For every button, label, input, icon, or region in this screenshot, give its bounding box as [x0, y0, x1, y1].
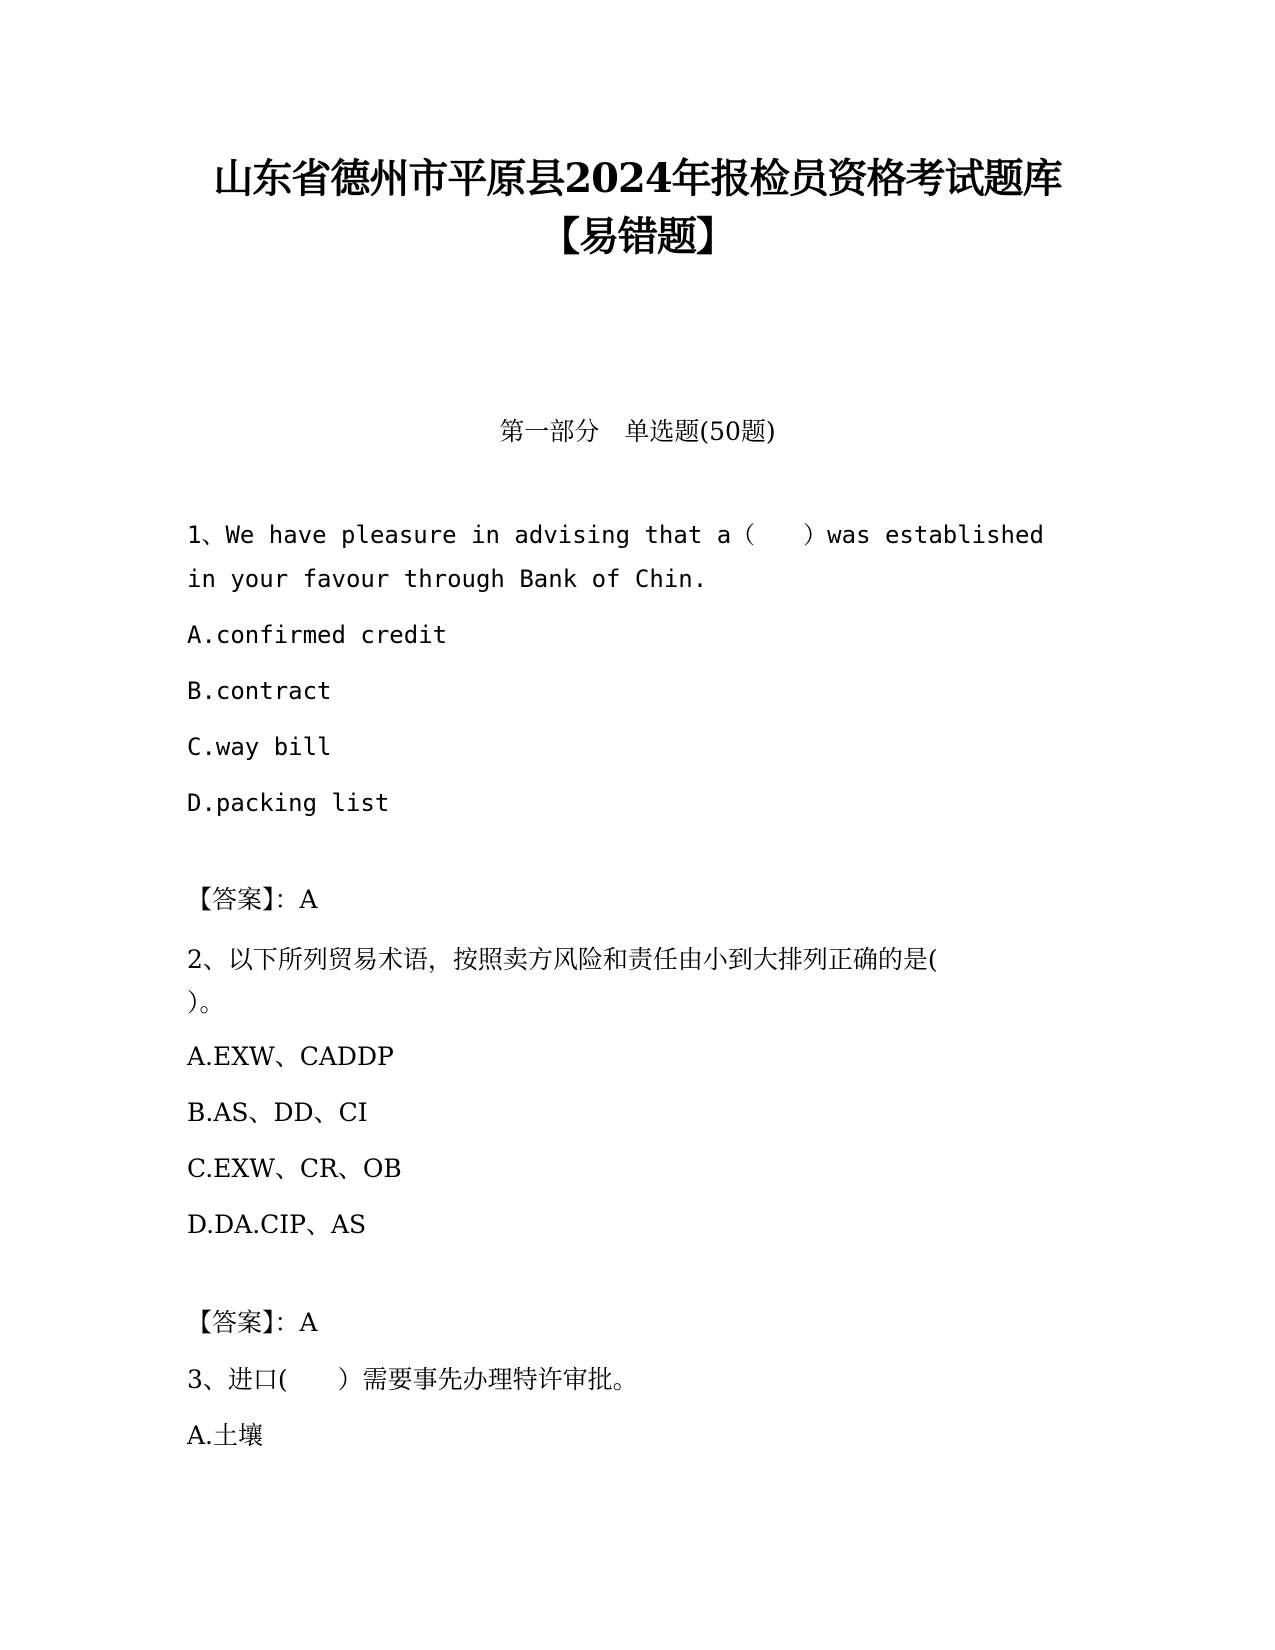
question-2-option-d: D.DA.CIP、AS	[187, 1210, 367, 1239]
question-2-answer: 【答案】：A	[187, 1308, 318, 1337]
question-1-answer: 【答案】：A	[187, 885, 318, 914]
question-2-option-b: B.AS、DD、CI	[187, 1098, 368, 1127]
document-title-line-1: 山东省德州市平原县2024年报检员资格考试题库	[213, 155, 1062, 202]
question-1-option-a: A.confirmed credit	[187, 621, 448, 649]
question-1-stem-line-1: 1、We have pleasure in advising that a（ ）was established	[187, 521, 1044, 549]
question-2-stem-line-2: ）。	[187, 988, 225, 1017]
document-title-line-2: 【易错题】	[540, 213, 735, 260]
question-3-stem-line-1: 3、进口( ）需要事先办理特许审批。	[187, 1365, 638, 1394]
question-2-stem-line-1: 2、以下所列贸易术语，按照卖方风险和责任由小到大排列正确的是(	[187, 945, 938, 974]
section-heading: 第一部分 单选题(50题)	[499, 417, 776, 446]
question-3-option-a: A.土壤	[187, 1421, 264, 1450]
question-1-stem-line-2: in your favour through Bank of Chin.	[187, 565, 708, 593]
question-2-option-a: A.EXW、CADDP	[187, 1042, 394, 1071]
question-1-option-d: D.packing list	[187, 789, 390, 817]
question-2-option-c: C.EXW、CR、OB	[187, 1154, 402, 1183]
question-1-option-c: C.way bill	[187, 733, 332, 761]
question-1-option-b: B.contract	[187, 677, 332, 705]
